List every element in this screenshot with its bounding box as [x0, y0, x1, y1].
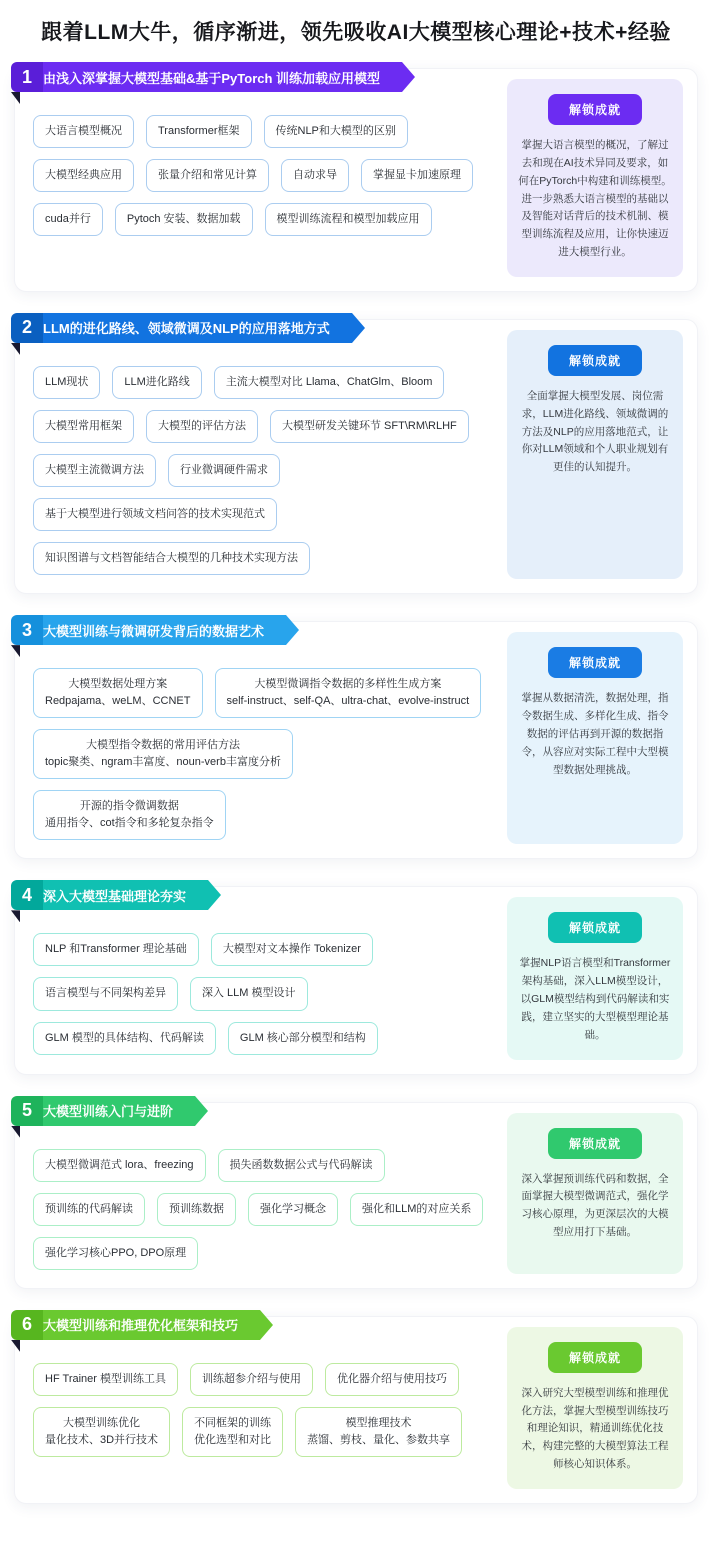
section-card — [14, 1316, 698, 1504]
section-number: 2 — [21, 317, 32, 338]
topic-tag: 自动求导 — [281, 159, 349, 192]
topic-tag: 优化器介绍与使用技巧 — [325, 1363, 459, 1396]
section-number: 5 — [21, 1100, 32, 1121]
section-ribbon — [11, 1310, 260, 1340]
topic-tag: 大模型的评估方法 — [146, 410, 258, 443]
achievement-panel — [507, 330, 683, 579]
section-number: 4 — [21, 884, 32, 905]
tag-list — [29, 79, 493, 277]
ribbon-fold-icon — [11, 1126, 20, 1138]
section-ribbon — [11, 313, 352, 343]
topic-tag: 深入 LLM 模型设计 — [190, 977, 308, 1010]
section-title: 大模型训练入门与进阶 — [43, 1104, 174, 1120]
achievement-text: 掌握大语言模型的概况，了解过去和现在AI技术异同及要求，如何在PyTorch中构建和训练模型。进一步熟悉大语言模型的基础以及智能对话背后的技术机制、模型训练流程及应用，让你快速迈进大模型行业。 — [518, 139, 672, 259]
section-card — [14, 68, 698, 292]
topic-tag: cuda并行 — [33, 203, 103, 236]
ribbon-fold-icon — [11, 645, 20, 657]
section-card — [14, 319, 698, 594]
topic-tag: NLP 和Transformer 理论基础 — [33, 933, 199, 966]
achievement-text: 全面掌握大模型发展、岗位需求，LLM进化路线、领域微调的方法及NLP的应用落地范式，让你对LLM领域和个人职业规划有更佳的认知提升。 — [521, 389, 669, 474]
topic-tag: 行业微调硬件需求 — [168, 454, 280, 487]
topic-tag: 大模型经典应用 — [33, 159, 134, 192]
page-title: 跟着LLM大牛，循序渐进，领先吸收AI大模型核心理论+技术+经验 — [41, 21, 671, 44]
section-title: 大模型训练和推理优化框架和技巧 — [43, 1318, 239, 1334]
ribbon-fold-icon — [11, 1340, 20, 1352]
topic-tag: 不同框架的训练 优化选型和对比 — [182, 1407, 283, 1457]
topic-tag: 模型推理技术 蒸馏、剪枝、量化、参数共享 — [295, 1407, 462, 1457]
topic-tag: 语言模型与不同架构差异 — [33, 977, 178, 1010]
unlock-achievement-button[interactable]: 解锁成就 — [548, 94, 642, 125]
tag-list — [29, 897, 493, 1059]
ribbon-fold-icon — [11, 910, 20, 922]
achievement-panel — [507, 79, 683, 277]
section-title: 由浅入深掌握大模型基础&基于PyTorch 训练加载应用模型 — [43, 70, 381, 86]
topic-tag: GLM 核心部分模型和结构 — [228, 1022, 378, 1055]
topic-tag: 大模型微调范式 lora、freezing — [33, 1149, 206, 1182]
section-title: 大模型训练与微调研发背后的数据艺术 — [43, 623, 265, 639]
topic-tag: 大模型指令数据的常用评估方法 topic聚类、ngram丰富度、noun-verb丰富度分析 — [33, 729, 293, 779]
unlock-achievement-button[interactable]: 解锁成就 — [548, 647, 642, 678]
topic-tag: 大语言模型概况 — [33, 115, 134, 148]
achievement-panel — [507, 632, 683, 844]
topic-tag: 模型训练流程和模型加载应用 — [265, 203, 432, 236]
section-ribbon — [11, 62, 402, 92]
section-number: 3 — [21, 619, 32, 640]
topic-tag: 大模型常用框架 — [33, 410, 134, 443]
unlock-achievement-button[interactable]: 解锁成就 — [548, 912, 642, 943]
topic-tag: 大模型对文本操作 Tokenizer — [211, 933, 373, 966]
topic-tag: 知识图谱与文档智能结合大模型的几种技术实现方法 — [33, 542, 310, 575]
ribbon-fold-icon — [11, 92, 20, 104]
unlock-achievement-button[interactable]: 解锁成就 — [548, 1128, 642, 1159]
achievement-text: 掌握从数据清洗，数据处理，指令数据生成、多样化生成、指令数据的评估再到开源的数据指令，从容应对实际工程中大型模型数据处理挑战。 — [521, 692, 669, 776]
topic-tag: 损失函数数据公式与代码解读 — [218, 1149, 385, 1182]
section-title: LLM的进化路线、领域微调及NLP的应用落地方式 — [43, 321, 330, 337]
topic-tag: 预训练的代码解读 — [33, 1193, 145, 1226]
topic-tag: 强化和LLM的对应关系 — [350, 1193, 483, 1226]
unlock-achievement-button[interactable]: 解锁成就 — [548, 1342, 642, 1373]
topic-tag: 大模型微调指令数据的多样性生成方案 self-instruct、self-QA、ultra-chat、evolve-instruct — [215, 668, 482, 718]
topic-tag: 开源的指令微调数据 通用指令、cot指令和多轮复杂指令 — [33, 790, 226, 840]
section-title: 深入大模型基础理论夯实 — [43, 888, 187, 904]
achievement-panel — [507, 1113, 683, 1274]
section-number: 6 — [21, 1314, 32, 1335]
section-card — [14, 621, 698, 859]
topic-tag: LLM进化路线 — [112, 366, 201, 399]
topic-tag: GLM 模型的具体结构、代码解读 — [33, 1022, 216, 1055]
unlock-achievement-button[interactable]: 解锁成就 — [548, 345, 642, 376]
topic-tag: 强化学习核心PPO, DPO原理 — [33, 1237, 198, 1270]
section-number: 1 — [21, 66, 32, 87]
topic-tag: 掌握显卡加速原理 — [361, 159, 473, 192]
topic-tag: 基于大模型进行领域文档问答的技术实现范式 — [33, 498, 277, 531]
achievement-text: 深入研究大型模型训练和推理优化方法，掌握大型模型训练技巧和理论知识，精通训练优化技术，构建完整的大模型算法工程师核心知识体系。 — [521, 1386, 669, 1471]
topic-tag: LLM现状 — [33, 366, 100, 399]
section-card — [14, 886, 698, 1074]
topic-tag: HF Trainer 模型训练工具 — [33, 1363, 178, 1396]
topic-tag: 强化学习概念 — [248, 1193, 338, 1226]
achievement-panel — [507, 1327, 683, 1489]
topic-tag: 大模型数据处理方案 Redpajama、weLM、CCNET — [33, 668, 203, 718]
ribbon-fold-icon — [11, 343, 20, 355]
section-ribbon — [11, 1096, 195, 1126]
topic-tag: 大模型主流微调方法 — [33, 454, 156, 487]
tag-list — [29, 632, 493, 844]
topic-tag: 大模型训练优化 量化技术、3D并行技术 — [33, 1407, 170, 1457]
topic-tag: 训练超参介绍与使用 — [190, 1363, 313, 1396]
topic-tag: Pytoch 安装、数据加载 — [115, 203, 253, 236]
topic-tag: 大模型研发关键环节 SFT\RM\RLHF — [270, 410, 469, 443]
topic-tag: Transformer框架 — [146, 115, 252, 148]
topic-tag: 张量介绍和常见计算 — [146, 159, 269, 192]
tag-list — [29, 1327, 493, 1489]
achievement-panel — [507, 897, 683, 1059]
tag-list — [29, 1113, 493, 1274]
section-card — [14, 1102, 698, 1289]
topic-tag: 主流大模型对比 Llama、ChatGlm、Bloom — [214, 366, 445, 399]
topic-tag: 传统NLP和大模型的区别 — [264, 115, 408, 148]
tag-list — [29, 330, 493, 579]
achievement-text: 掌握NLP语言模型和Transformer架构基础，深入LLM模型设计，以GLM模型结构到代码解读和实践，建立坚实的大型模型理论基础。 — [519, 957, 671, 1041]
topic-tag: 预训练数据 — [157, 1193, 236, 1226]
section-ribbon — [11, 880, 208, 910]
achievement-text: 深入掌握预训练代码和数据，全面掌握大模型微调范式，强化学习核心原理，为更深层次的大模型应用打下基础。 — [521, 1172, 669, 1239]
section-ribbon — [11, 615, 286, 645]
sections — [0, 68, 712, 1504]
